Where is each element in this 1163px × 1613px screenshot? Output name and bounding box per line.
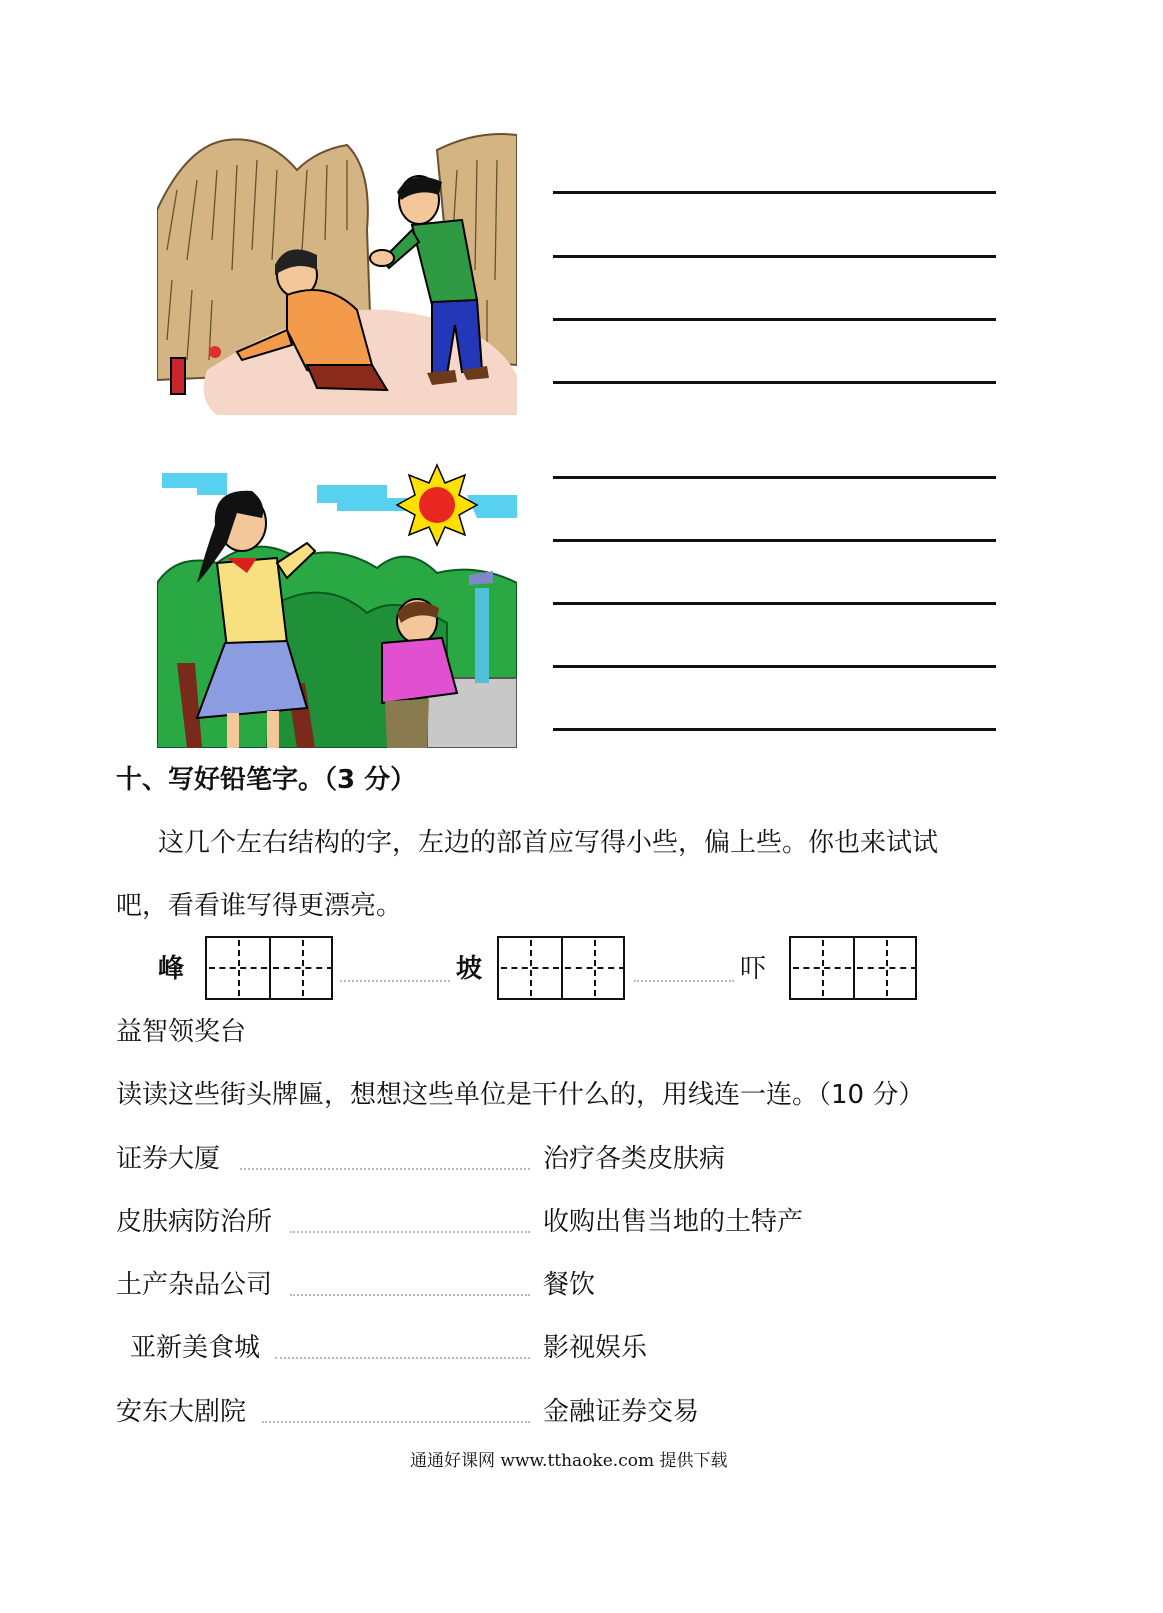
footer-credit: 通通好课网 www.tthaoke.com 提供下载 xyxy=(410,1451,728,1471)
match-left-item[interactable]: 皮肤病防治所 xyxy=(116,1207,273,1237)
match-left-item[interactable]: 亚新美食城 xyxy=(130,1333,261,1363)
writing-line[interactable] xyxy=(553,381,996,384)
spacer-dots xyxy=(240,1168,530,1170)
spacer-dots xyxy=(340,980,450,982)
tianzige-box[interactable] xyxy=(497,936,625,1000)
writing-line[interactable] xyxy=(553,728,996,731)
match-right-item[interactable]: 影视娱乐 xyxy=(543,1333,648,1363)
writing-line[interactable] xyxy=(553,602,996,605)
match-left-item[interactable]: 土产杂品公司 xyxy=(116,1270,273,1300)
writing-line[interactable] xyxy=(553,318,996,321)
match-right-item[interactable]: 金融证券交易 xyxy=(543,1397,700,1427)
illustration-water-tap xyxy=(157,463,517,748)
practice-char: 坡 xyxy=(456,954,483,984)
match-left-item[interactable]: 安东大剧院 xyxy=(116,1397,247,1427)
writing-line[interactable] xyxy=(553,476,996,479)
writing-line[interactable] xyxy=(553,255,996,258)
section-heading: 益智领奖台 xyxy=(116,1017,247,1047)
match-left-item[interactable]: 证券大厦 xyxy=(116,1144,221,1174)
illustration-firecracker xyxy=(157,130,517,415)
spacer-dots xyxy=(634,980,734,982)
instruction-line: 吧，看看谁写得更漂亮。 xyxy=(116,891,403,921)
tianzige-box[interactable] xyxy=(789,936,917,1000)
match-right-item[interactable]: 治疗各类皮肤病 xyxy=(543,1144,726,1174)
spacer-dots xyxy=(275,1357,530,1359)
match-right-item[interactable]: 收购出售当地的土特产 xyxy=(543,1207,804,1237)
match-right-item[interactable]: 餐饮 xyxy=(543,1270,596,1300)
tianzige-box[interactable] xyxy=(205,936,333,1000)
spacer-dots xyxy=(290,1231,530,1233)
writing-line[interactable] xyxy=(553,539,996,542)
section-title: 十、写好铅笔字。（3 分） xyxy=(116,765,417,795)
writing-line[interactable] xyxy=(553,191,996,194)
instruction-line: 这几个左右结构的字，左边的部首应写得小些，偏上些。你也来试试 xyxy=(158,828,939,858)
practice-char: 吓 xyxy=(740,954,767,984)
writing-line[interactable] xyxy=(553,665,996,668)
practice-char: 峰 xyxy=(158,954,185,984)
instruction-line: 读读这些街头牌匾，想想这些单位是干什么的，用线连一连。（10 分） xyxy=(116,1080,925,1110)
spacer-dots xyxy=(262,1421,530,1423)
spacer-dots xyxy=(290,1294,530,1296)
